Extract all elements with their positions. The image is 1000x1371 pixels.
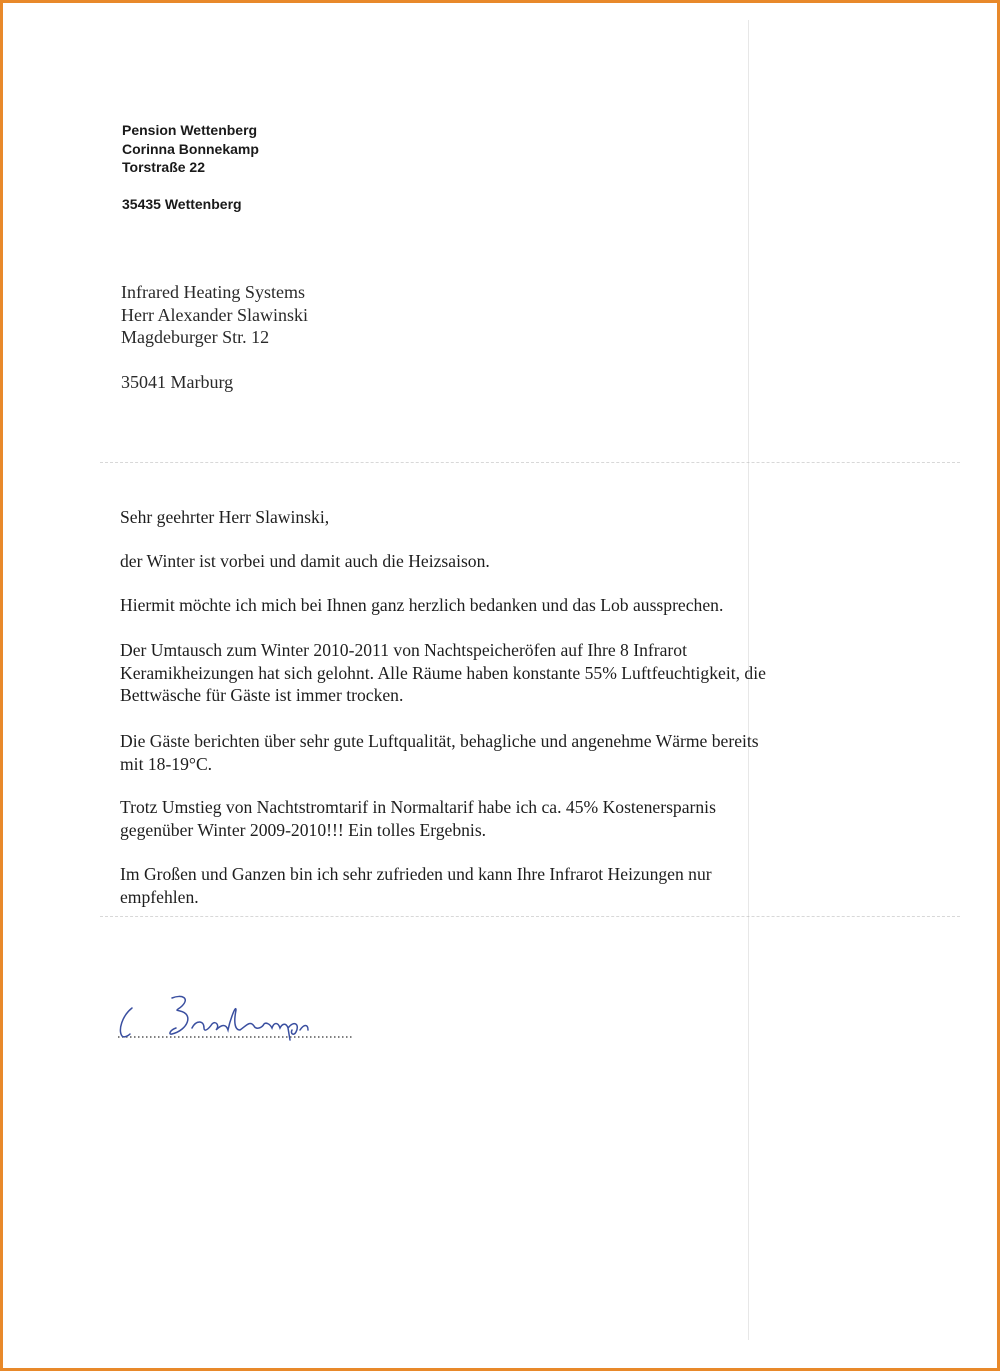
sender-line: Torstraße 22	[122, 159, 205, 175]
paragraph	[120, 550, 490, 573]
paragraph-line: Die Gäste berichten über sehr gute Luftqualität, behagliche und angenehme Wärme bereits	[120, 731, 759, 751]
handwritten-signature	[112, 990, 362, 1050]
paragraph	[120, 863, 712, 908]
sender-city: 35435 Wettenberg	[122, 196, 242, 212]
sender-address	[122, 121, 259, 214]
recipient-line: Infrared Heating Systems	[121, 282, 305, 302]
sender-line: Pension Wettenberg	[122, 122, 258, 138]
salutation: Sehr geehrter Herr Slawinski,	[120, 507, 330, 527]
signature-ink	[120, 996, 308, 1040]
paragraph	[120, 730, 759, 775]
paragraph-line: Bettwäsche für Gäste ist immer trocken.	[120, 685, 404, 705]
paragraph	[120, 796, 716, 841]
recipient-city: 35041 Marburg	[121, 371, 234, 392]
recipient-address	[121, 281, 308, 393]
paragraph-line: mit 18-19°C.	[120, 753, 213, 774]
paragraph-line: Keramikheizungen hat sich gelohnt. Alle Räume haben konstante 55% Luftfeuchtigkeit, die	[120, 662, 766, 683]
fold-line	[100, 462, 960, 463]
paragraph	[120, 594, 723, 617]
sender-line: Corinna Bonnekamp	[122, 140, 259, 157]
recipient-line: Magdeburger Str. 12	[121, 327, 270, 347]
paragraph-line: Trotz Umstieg von Nachtstromtarif in Normaltarif habe ich ca. 45% Kostenersparnis	[120, 797, 716, 817]
fold-line	[100, 916, 960, 917]
recipient-line: Herr Alexander Slawinski	[121, 304, 308, 325]
paragraph	[120, 639, 766, 707]
paragraph-line: gegenüber Winter 2009-2010!!! Ein tolles Ergebnis.	[120, 819, 487, 840]
paragraph-line: der Winter ist vorbei und damit auch die Heizsaison.	[120, 551, 490, 571]
paragraph-line: empfehlen.	[120, 886, 199, 907]
paragraph-line: Hiermit möchte ich mich bei Ihnen ganz herzlich bedanken und das Lob aussprechen.	[120, 595, 724, 615]
paragraph-line: Im Großen und Ganzen bin ich sehr zufrieden und kann Ihre Infrarot Heizungen nur	[120, 864, 712, 884]
paragraph-line: Der Umtausch zum Winter 2010-2011 von Nachtspeicheröfen auf Ihre 8 Infrarot	[120, 640, 687, 660]
